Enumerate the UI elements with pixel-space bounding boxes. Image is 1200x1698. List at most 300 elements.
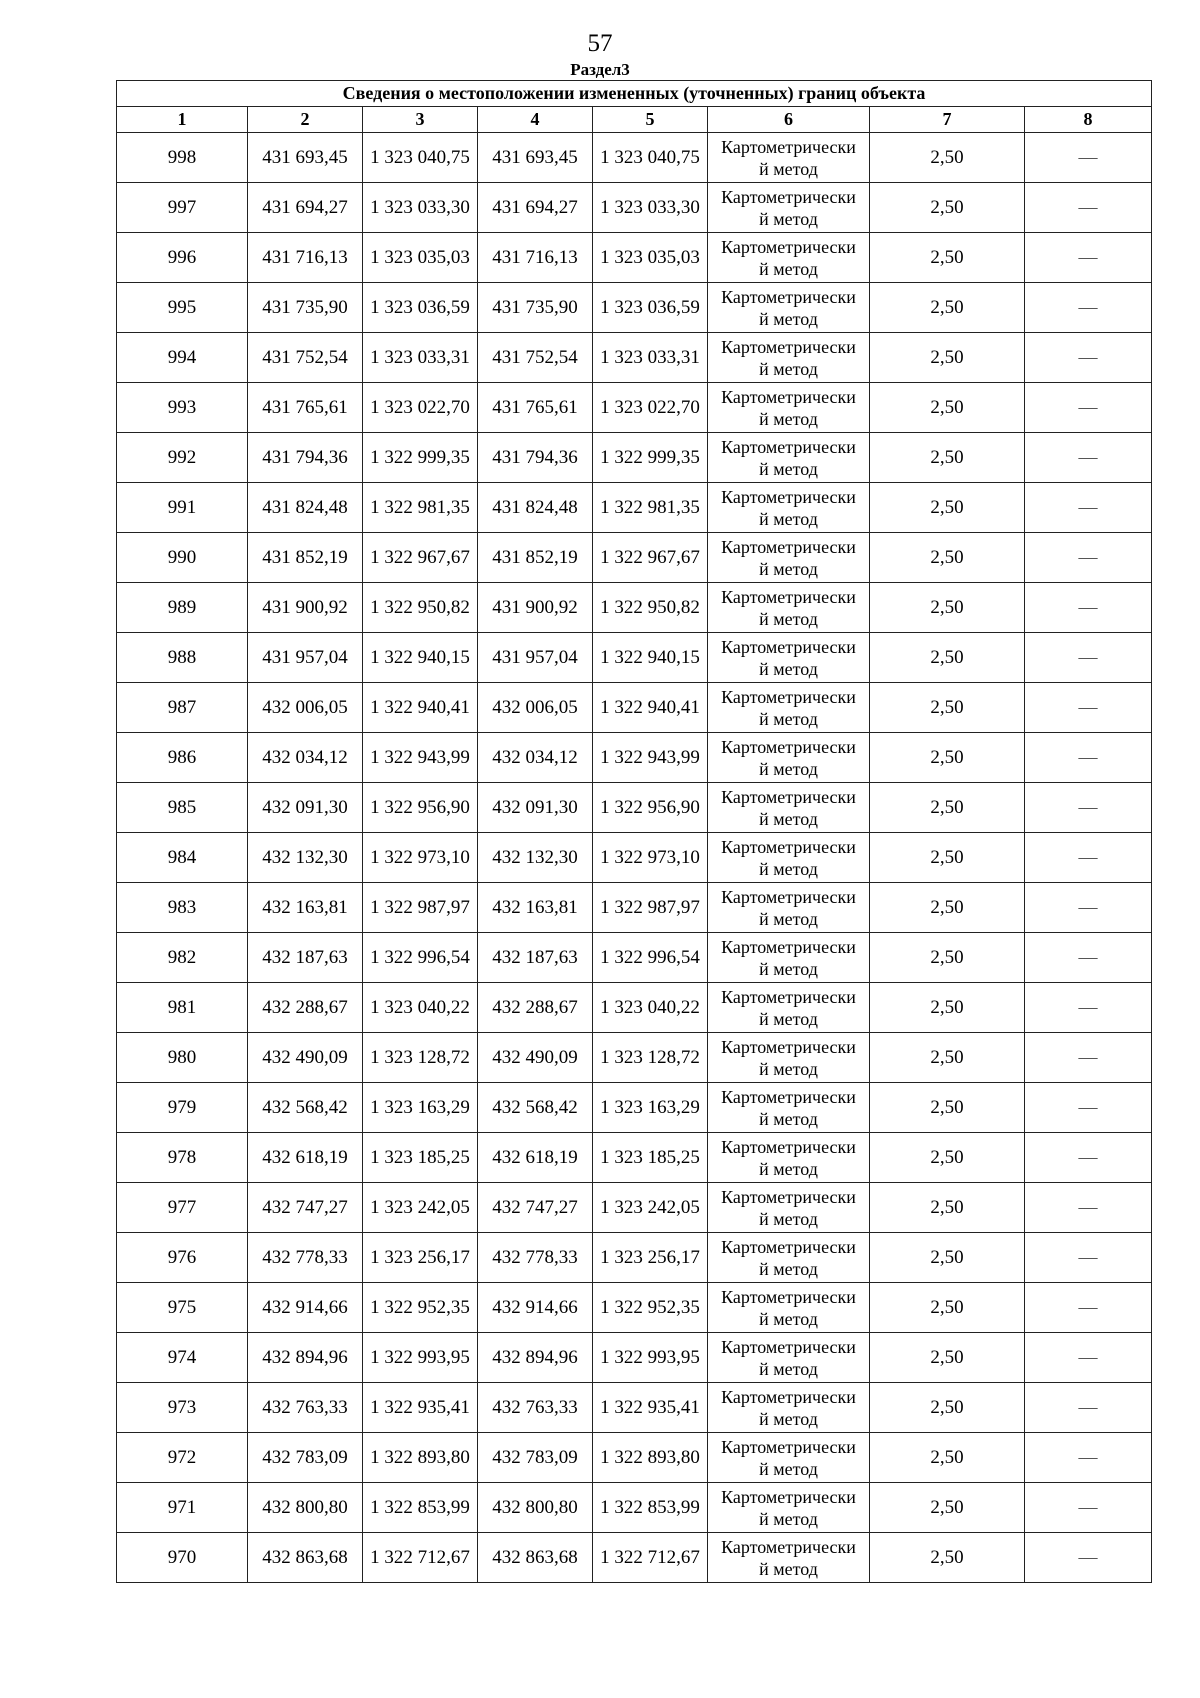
point-id-cell: 970: [117, 1533, 248, 1583]
table-row: [117, 1533, 1152, 1583]
existing-y-cell: 1 322 893,80: [363, 1433, 478, 1483]
method-text-line2: й метод: [759, 708, 818, 729]
new-y-cell: 1 322 712,67: [593, 1533, 708, 1583]
new-y-cell: 1 323 185,25: [593, 1133, 708, 1183]
existing-y-cell: 1 322 853,99: [363, 1483, 478, 1533]
method-text-line2: й метод: [759, 1308, 818, 1329]
method-text-line1: Картометрически: [721, 286, 856, 307]
existing-y-cell: 1 323 163,29: [363, 1083, 478, 1133]
point-id-cell: 998: [117, 133, 248, 183]
description-cell: —: [1025, 1383, 1152, 1433]
precision-cell: 2,50: [870, 183, 1025, 233]
method-text-line1: Картометрически: [721, 986, 856, 1007]
precision-cell: 2,50: [870, 233, 1025, 283]
existing-x-cell: 431 694,27: [248, 183, 363, 233]
description-cell: —: [1025, 183, 1152, 233]
table-row: [117, 583, 1152, 633]
method-text-line2: й метод: [759, 508, 818, 529]
table-row: [117, 1183, 1152, 1233]
method-cell: [708, 1483, 870, 1533]
description-cell: —: [1025, 583, 1152, 633]
method-text-line1: Картометрически: [721, 1236, 856, 1257]
existing-x-cell: 432 863,68: [248, 1533, 363, 1583]
table-row: [117, 1483, 1152, 1533]
method-cell: [708, 533, 870, 583]
method-text-line1: Картометрически: [721, 386, 856, 407]
new-x-cell: 431 716,13: [478, 233, 593, 283]
description-cell: —: [1025, 683, 1152, 733]
new-y-cell: 1 322 967,67: [593, 533, 708, 583]
table-row: [117, 433, 1152, 483]
method-text-line2: й метод: [759, 658, 818, 679]
precision-cell: 2,50: [870, 983, 1025, 1033]
new-y-cell: 1 322 999,35: [593, 433, 708, 483]
description-cell: —: [1025, 1333, 1152, 1383]
method-text-line1: Картометрически: [721, 786, 856, 807]
precision-cell: 2,50: [870, 883, 1025, 933]
description-cell: —: [1025, 233, 1152, 283]
description-cell: —: [1025, 983, 1152, 1033]
existing-x-cell: 432 163,81: [248, 883, 363, 933]
precision-cell: 2,50: [870, 283, 1025, 333]
table-title: Сведения о местоположении измененных (уточненных) границ объекта: [117, 81, 1152, 107]
method-text-line1: Картометрически: [721, 536, 856, 557]
section-title: Раздел3: [570, 60, 630, 79]
existing-x-cell: 432 490,09: [248, 1033, 363, 1083]
table-row: [117, 533, 1152, 583]
precision-cell: 2,50: [870, 583, 1025, 633]
method-text-line2: й метод: [759, 458, 818, 479]
point-id-cell: 976: [117, 1233, 248, 1283]
table-row: [117, 1433, 1152, 1483]
table-title-row: [117, 81, 1152, 107]
new-x-cell: 432 863,68: [478, 1533, 593, 1583]
existing-y-cell: 1 323 040,75: [363, 133, 478, 183]
description-cell: —: [1025, 633, 1152, 683]
description-cell: —: [1025, 483, 1152, 533]
table-row: [117, 983, 1152, 1033]
method-text-line1: Картометрически: [721, 336, 856, 357]
precision-cell: 2,50: [870, 1333, 1025, 1383]
existing-y-cell: 1 322 940,41: [363, 683, 478, 733]
existing-x-cell: 431 716,13: [248, 233, 363, 283]
precision-cell: 2,50: [870, 1083, 1025, 1133]
method-text-line2: й метод: [759, 158, 818, 179]
method-text-line1: Картометрически: [721, 586, 856, 607]
method-cell: [708, 233, 870, 283]
precision-cell: 2,50: [870, 633, 1025, 683]
description-cell: —: [1025, 533, 1152, 583]
description-cell: —: [1025, 933, 1152, 983]
point-id-cell: 978: [117, 1133, 248, 1183]
point-id-cell: 973: [117, 1383, 248, 1433]
precision-cell: 2,50: [870, 483, 1025, 533]
method-text-line2: й метод: [759, 1158, 818, 1179]
method-text-line1: Картометрически: [721, 1186, 856, 1207]
precision-cell: 2,50: [870, 1033, 1025, 1083]
description-cell: —: [1025, 333, 1152, 383]
new-x-cell: 431 693,45: [478, 133, 593, 183]
description-cell: —: [1025, 383, 1152, 433]
existing-y-cell: 1 323 185,25: [363, 1133, 478, 1183]
existing-x-cell: 432 914,66: [248, 1283, 363, 1333]
method-text-line2: й метод: [759, 1458, 818, 1479]
precision-cell: 2,50: [870, 933, 1025, 983]
description-cell: —: [1025, 1433, 1152, 1483]
description-cell: —: [1025, 1483, 1152, 1533]
new-x-cell: 432 800,80: [478, 1483, 593, 1533]
point-id-cell: 982: [117, 933, 248, 983]
method-text-line1: Картометрически: [721, 1386, 856, 1407]
method-cell: [708, 133, 870, 183]
column-number: 8: [1025, 107, 1152, 133]
existing-x-cell: 432 568,42: [248, 1083, 363, 1133]
method-cell: [708, 1383, 870, 1433]
precision-cell: 2,50: [870, 1233, 1025, 1283]
new-x-cell: 431 694,27: [478, 183, 593, 233]
method-text-line2: й метод: [759, 208, 818, 229]
existing-y-cell: 1 322 952,35: [363, 1283, 478, 1333]
existing-y-cell: 1 323 242,05: [363, 1183, 478, 1233]
method-cell: [708, 1233, 870, 1283]
method-text-line2: й метод: [759, 1108, 818, 1129]
point-id-cell: 971: [117, 1483, 248, 1533]
table-row: [117, 1233, 1152, 1283]
column-number-row: [117, 107, 1152, 133]
new-y-cell: 1 322 987,97: [593, 883, 708, 933]
new-y-cell: 1 322 981,35: [593, 483, 708, 533]
method-cell: [708, 933, 870, 983]
precision-cell: 2,50: [870, 1433, 1025, 1483]
table-body: [117, 133, 1152, 1583]
new-x-cell: 432 006,05: [478, 683, 593, 733]
new-y-cell: 1 323 040,22: [593, 983, 708, 1033]
column-number: 7: [870, 107, 1025, 133]
new-x-cell: 431 852,19: [478, 533, 593, 583]
method-text-line1: Картометрически: [721, 686, 856, 707]
existing-y-cell: 1 322 935,41: [363, 1383, 478, 1433]
new-x-cell: 431 765,61: [478, 383, 593, 433]
existing-y-cell: 1 323 022,70: [363, 383, 478, 433]
point-id-cell: 972: [117, 1433, 248, 1483]
precision-cell: 2,50: [870, 733, 1025, 783]
method-text-line2: й метод: [759, 958, 818, 979]
existing-x-cell: 432 778,33: [248, 1233, 363, 1283]
table-row: [117, 1083, 1152, 1133]
new-x-cell: 432 490,09: [478, 1033, 593, 1083]
new-y-cell: 1 322 940,41: [593, 683, 708, 733]
method-text-line2: й метод: [759, 608, 818, 629]
new-y-cell: 1 323 128,72: [593, 1033, 708, 1083]
table-row: [117, 333, 1152, 383]
new-y-cell: 1 323 242,05: [593, 1183, 708, 1233]
method-cell: [708, 1533, 870, 1583]
point-id-cell: 994: [117, 333, 248, 383]
new-x-cell: 432 132,30: [478, 833, 593, 883]
method-cell: [708, 583, 870, 633]
table-row: [117, 283, 1152, 333]
existing-x-cell: 431 752,54: [248, 333, 363, 383]
existing-y-cell: 1 323 033,30: [363, 183, 478, 233]
existing-y-cell: 1 322 973,10: [363, 833, 478, 883]
existing-x-cell: 431 693,45: [248, 133, 363, 183]
existing-y-cell: 1 322 940,15: [363, 633, 478, 683]
method-text-line1: Картометрически: [721, 1036, 856, 1057]
description-cell: —: [1025, 1183, 1152, 1233]
new-y-cell: 1 322 996,54: [593, 933, 708, 983]
method-text-line1: Картометрически: [721, 1486, 856, 1507]
description-cell: —: [1025, 883, 1152, 933]
table-row: [117, 383, 1152, 433]
method-cell: [708, 1283, 870, 1333]
method-text-line2: й метод: [759, 1558, 818, 1579]
point-id-cell: 977: [117, 1183, 248, 1233]
existing-x-cell: 432 800,80: [248, 1483, 363, 1533]
method-text-line2: й метод: [759, 1408, 818, 1429]
point-id-cell: 983: [117, 883, 248, 933]
existing-x-cell: 432 763,33: [248, 1383, 363, 1433]
precision-cell: 2,50: [870, 683, 1025, 733]
existing-y-cell: 1 323 256,17: [363, 1233, 478, 1283]
existing-x-cell: 432 187,63: [248, 933, 363, 983]
method-cell: [708, 1133, 870, 1183]
table-row: [117, 1033, 1152, 1083]
description-cell: —: [1025, 1033, 1152, 1083]
existing-y-cell: 1 322 950,82: [363, 583, 478, 633]
new-x-cell: 432 747,27: [478, 1183, 593, 1233]
new-y-cell: 1 322 940,15: [593, 633, 708, 683]
new-y-cell: 1 322 956,90: [593, 783, 708, 833]
method-text-line2: й метод: [759, 1208, 818, 1229]
existing-x-cell: 432 747,27: [248, 1183, 363, 1233]
table-row: [117, 1133, 1152, 1183]
existing-y-cell: 1 323 036,59: [363, 283, 478, 333]
new-x-cell: 432 091,30: [478, 783, 593, 833]
method-text-line1: Картометрически: [721, 836, 856, 857]
point-id-cell: 984: [117, 833, 248, 883]
description-cell: —: [1025, 1533, 1152, 1583]
existing-x-cell: 431 735,90: [248, 283, 363, 333]
method-cell: [708, 383, 870, 433]
method-cell: [708, 283, 870, 333]
method-cell: [708, 833, 870, 883]
new-y-cell: 1 322 943,99: [593, 733, 708, 783]
method-cell: [708, 1333, 870, 1383]
method-text-line1: Картометрически: [721, 1136, 856, 1157]
new-x-cell: 432 618,19: [478, 1133, 593, 1183]
point-id-cell: 987: [117, 683, 248, 733]
existing-x-cell: 431 957,04: [248, 633, 363, 683]
precision-cell: 2,50: [870, 333, 1025, 383]
new-y-cell: 1 322 853,99: [593, 1483, 708, 1533]
method-text-line2: й метод: [759, 908, 818, 929]
point-id-cell: 990: [117, 533, 248, 583]
precision-cell: 2,50: [870, 1533, 1025, 1583]
point-id-cell: 993: [117, 383, 248, 433]
existing-x-cell: 431 900,92: [248, 583, 363, 633]
method-text-line1: Картометрически: [721, 1086, 856, 1107]
existing-x-cell: 432 618,19: [248, 1133, 363, 1183]
column-number: 2: [248, 107, 363, 133]
method-text-line2: й метод: [759, 358, 818, 379]
coordinates-table: [116, 80, 1152, 1583]
existing-y-cell: 1 323 033,31: [363, 333, 478, 383]
method-cell: [708, 1033, 870, 1083]
existing-y-cell: 1 322 999,35: [363, 433, 478, 483]
existing-x-cell: 432 894,96: [248, 1333, 363, 1383]
point-id-cell: 979: [117, 1083, 248, 1133]
table-row: [117, 683, 1152, 733]
method-text-line1: Картометрически: [721, 136, 856, 157]
existing-x-cell: 431 852,19: [248, 533, 363, 583]
description-cell: —: [1025, 433, 1152, 483]
table-row: [117, 733, 1152, 783]
table-row: [117, 483, 1152, 533]
method-text-line2: й метод: [759, 1258, 818, 1279]
method-text-line2: й метод: [759, 858, 818, 879]
new-y-cell: 1 322 950,82: [593, 583, 708, 633]
precision-cell: 2,50: [870, 1133, 1025, 1183]
new-x-cell: 431 824,48: [478, 483, 593, 533]
description-cell: —: [1025, 1083, 1152, 1133]
point-id-cell: 989: [117, 583, 248, 633]
existing-y-cell: 1 322 956,90: [363, 783, 478, 833]
new-y-cell: 1 322 893,80: [593, 1433, 708, 1483]
method-text-line1: Картометрически: [721, 736, 856, 757]
point-id-cell: 980: [117, 1033, 248, 1083]
point-id-cell: 986: [117, 733, 248, 783]
description-cell: —: [1025, 733, 1152, 783]
precision-cell: 2,50: [870, 133, 1025, 183]
method-text-line1: Картометрически: [721, 886, 856, 907]
method-text-line1: Картометрически: [721, 936, 856, 957]
description-cell: —: [1025, 133, 1152, 183]
method-text-line1: Картометрически: [721, 636, 856, 657]
column-number: 4: [478, 107, 593, 133]
page-number: 57: [587, 30, 613, 57]
new-x-cell: 432 894,96: [478, 1333, 593, 1383]
table-row: [117, 933, 1152, 983]
method-text-line2: й метод: [759, 1058, 818, 1079]
point-id-cell: 988: [117, 633, 248, 683]
new-x-cell: 432 288,67: [478, 983, 593, 1033]
method-cell: [708, 1183, 870, 1233]
existing-x-cell: 432 132,30: [248, 833, 363, 883]
method-text-line2: й метод: [759, 308, 818, 329]
method-text-line2: й метод: [759, 258, 818, 279]
point-id-cell: 991: [117, 483, 248, 533]
table-row: [117, 883, 1152, 933]
existing-x-cell: 432 288,67: [248, 983, 363, 1033]
column-number: 3: [363, 107, 478, 133]
method-text-line2: й метод: [759, 1508, 818, 1529]
existing-y-cell: 1 322 943,99: [363, 733, 478, 783]
method-text-line2: й метод: [759, 1008, 818, 1029]
new-x-cell: 432 034,12: [478, 733, 593, 783]
new-y-cell: 1 323 033,30: [593, 183, 708, 233]
existing-x-cell: 431 794,36: [248, 433, 363, 483]
method-cell: [708, 1433, 870, 1483]
method-cell: [708, 783, 870, 833]
existing-x-cell: 432 034,12: [248, 733, 363, 783]
description-cell: —: [1025, 783, 1152, 833]
table-row: [117, 233, 1152, 283]
table-row: [117, 783, 1152, 833]
method-text-line1: Картометрически: [721, 186, 856, 207]
point-id-cell: 975: [117, 1283, 248, 1333]
column-number: 5: [593, 107, 708, 133]
method-text-line1: Картометрически: [721, 486, 856, 507]
existing-y-cell: 1 322 967,67: [363, 533, 478, 583]
existing-y-cell: 1 322 987,97: [363, 883, 478, 933]
precision-cell: 2,50: [870, 1383, 1025, 1433]
new-y-cell: 1 323 256,17: [593, 1233, 708, 1283]
new-x-cell: 432 568,42: [478, 1083, 593, 1133]
existing-x-cell: 431 824,48: [248, 483, 363, 533]
description-cell: —: [1025, 1133, 1152, 1183]
precision-cell: 2,50: [870, 833, 1025, 883]
description-cell: —: [1025, 833, 1152, 883]
existing-y-cell: 1 323 035,03: [363, 233, 478, 283]
point-id-cell: 995: [117, 283, 248, 333]
table-row: [117, 133, 1152, 183]
method-cell: [708, 883, 870, 933]
precision-cell: 2,50: [870, 383, 1025, 433]
new-x-cell: 432 163,81: [478, 883, 593, 933]
existing-x-cell: 431 765,61: [248, 383, 363, 433]
method-text-line2: й метод: [759, 558, 818, 579]
point-id-cell: 981: [117, 983, 248, 1033]
point-id-cell: 974: [117, 1333, 248, 1383]
precision-cell: 2,50: [870, 1283, 1025, 1333]
method-cell: [708, 633, 870, 683]
new-x-cell: 432 914,66: [478, 1283, 593, 1333]
precision-cell: 2,50: [870, 533, 1025, 583]
point-id-cell: 992: [117, 433, 248, 483]
new-x-cell: 432 187,63: [478, 933, 593, 983]
existing-y-cell: 1 323 128,72: [363, 1033, 478, 1083]
description-cell: —: [1025, 1233, 1152, 1283]
table-row: [117, 633, 1152, 683]
new-x-cell: 432 763,33: [478, 1383, 593, 1433]
method-text-line1: Картометрически: [721, 1286, 856, 1307]
existing-y-cell: 1 322 981,35: [363, 483, 478, 533]
precision-cell: 2,50: [870, 433, 1025, 483]
new-y-cell: 1 322 973,10: [593, 833, 708, 883]
new-x-cell: 431 957,04: [478, 633, 593, 683]
table-row: [117, 1333, 1152, 1383]
method-text-line1: Картометрически: [721, 1536, 856, 1557]
existing-x-cell: 432 006,05: [248, 683, 363, 733]
new-y-cell: 1 323 033,31: [593, 333, 708, 383]
column-number: 1: [117, 107, 248, 133]
existing-y-cell: 1 322 996,54: [363, 933, 478, 983]
method-cell: [708, 733, 870, 783]
method-cell: [708, 433, 870, 483]
method-cell: [708, 683, 870, 733]
new-y-cell: 1 322 993,95: [593, 1333, 708, 1383]
new-x-cell: 431 735,90: [478, 283, 593, 333]
new-y-cell: 1 323 022,70: [593, 383, 708, 433]
new-x-cell: 431 900,92: [478, 583, 593, 633]
table-row: [117, 833, 1152, 883]
existing-x-cell: 432 091,30: [248, 783, 363, 833]
existing-x-cell: 432 783,09: [248, 1433, 363, 1483]
method-cell: [708, 483, 870, 533]
table-row: [117, 183, 1152, 233]
method-cell: [708, 333, 870, 383]
method-cell: [708, 983, 870, 1033]
